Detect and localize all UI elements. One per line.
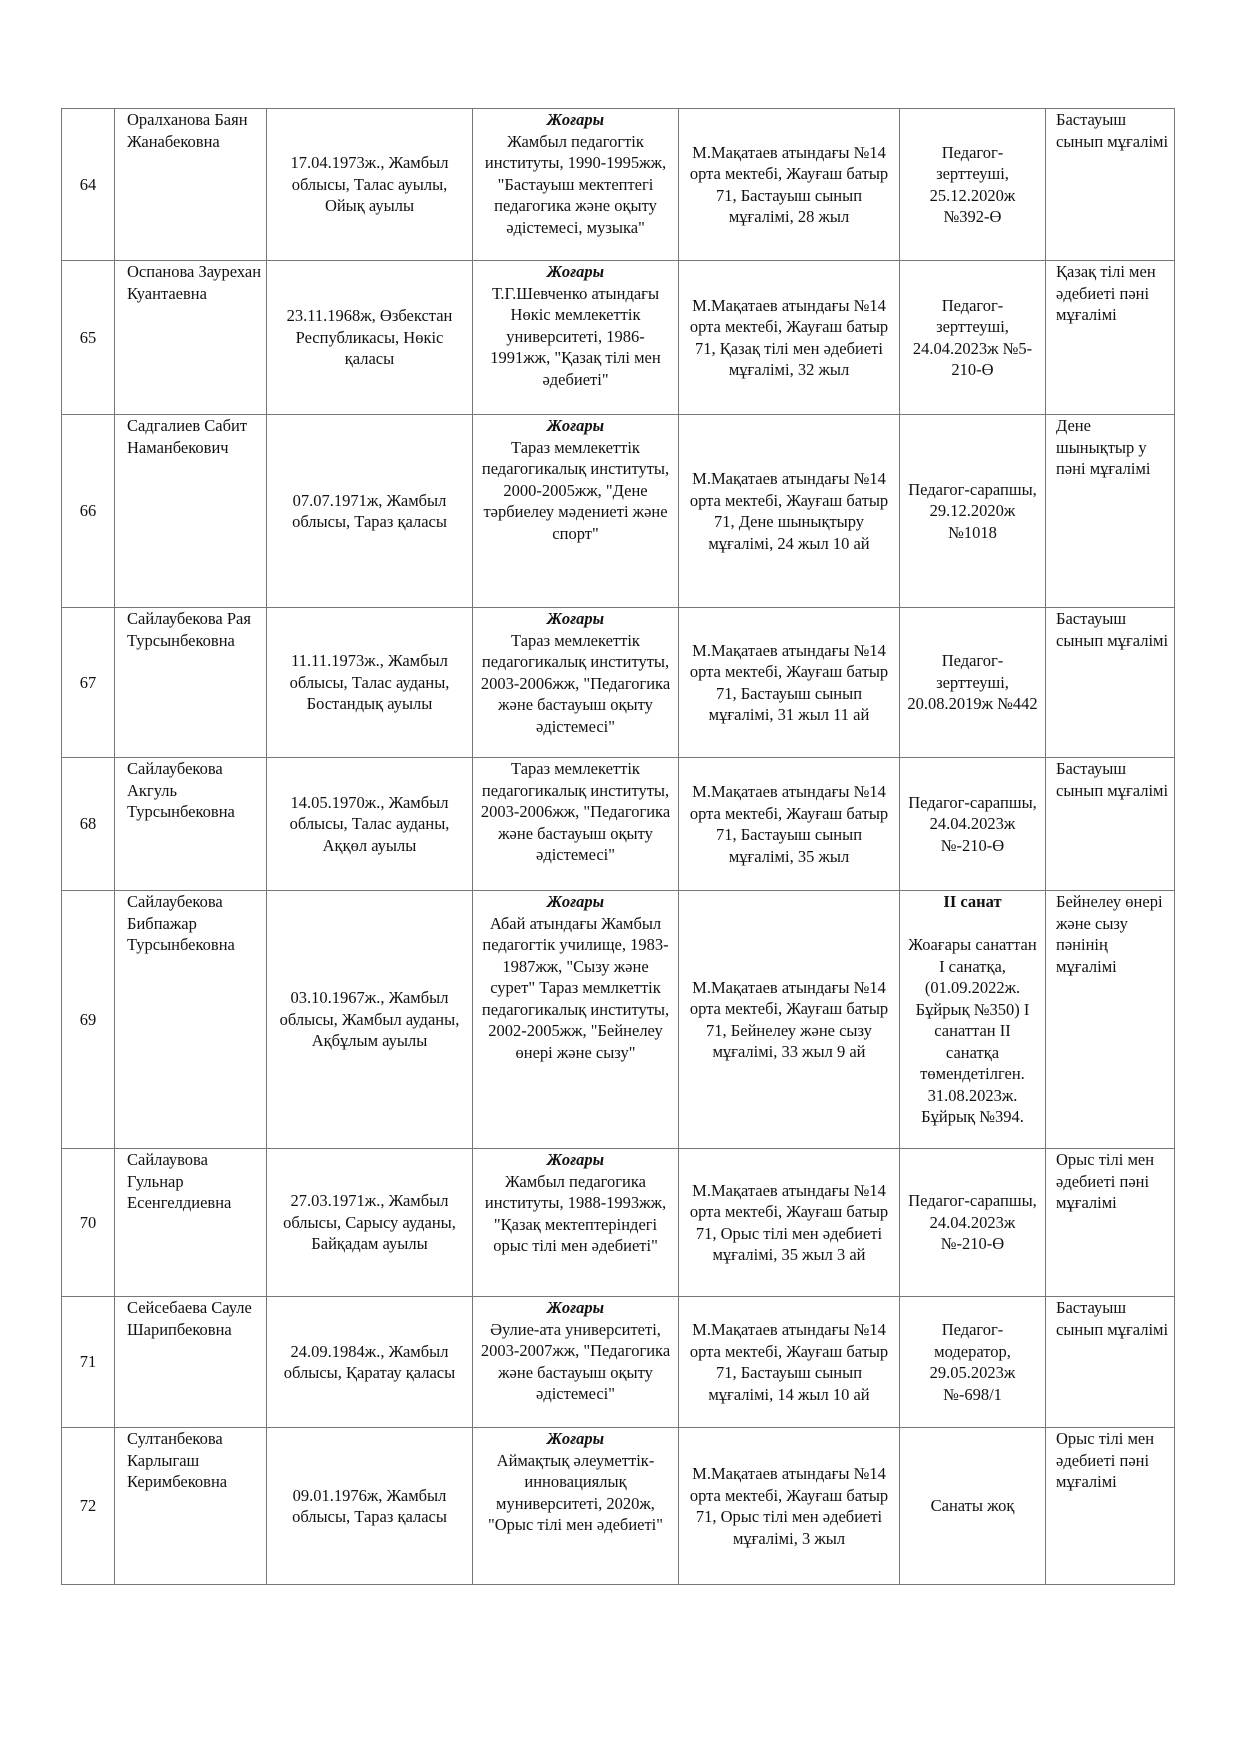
subject-cell	[1046, 109, 1175, 261]
teacher-name: Сайлаубекова Бибпажар Турсынбековна	[127, 892, 235, 954]
table-row	[62, 1297, 1175, 1428]
subject-info: Бастауыш сынып мұғалімі	[1056, 609, 1169, 650]
row-number: 71	[79, 1352, 97, 1372]
table-row	[62, 1149, 1175, 1297]
birth-info-cell	[267, 1428, 473, 1585]
subject-info: Орыс тілі мен әдебиеті пәні мұғалімі	[1056, 1429, 1155, 1491]
category-cell	[900, 109, 1046, 261]
birth-info: 27.03.1971ж., Жамбыл облысы, Сарысу ауданы, Байқадам ауылы	[283, 1191, 456, 1254]
work-info: М.Мақатаев атындағы №14 орта мектебі, Жауғаш батыр 71, Орыс тілі мен әдебиеті мұғалімі, 3 жыл	[689, 1464, 889, 1548]
row-number-cell	[62, 261, 115, 415]
category-cell	[900, 1297, 1046, 1428]
subject-info: Бастауыш сынып мұғалімі	[1056, 110, 1169, 151]
work-info-cell	[679, 1297, 900, 1428]
table-row	[62, 415, 1175, 608]
birth-info: 11.11.1973ж., Жамбыл облысы, Талас ауданы, Бостандық ауылы	[289, 651, 450, 714]
subject-cell	[1046, 608, 1175, 758]
category-info: Жоағары санаттан І санатқа, (01.09.2022ж. Бұйрық №350) І санаттан ІІ санатқа төмендетілген. 31.08.2023ж. Бұйрық №394.	[908, 935, 1037, 1126]
subject-info: Орыс тілі мен әдебиеті пәні мұғалімі	[1056, 1150, 1155, 1212]
education-details: Абай атындағы Жамбыл педагогтік училище, 1983-1987жж, "Сызу және сурет" Тараз мемлкеттік педагогикалық институты, 2002-2005жж, "Бейнелеу өнері және сызу"	[481, 913, 670, 1062]
work-info: М.Мақатаев атындағы №14 орта мектебі, Жауғаш батыр 71, Бастауыш сынып мұғалімі, 28 жыл	[689, 142, 889, 226]
row-number-cell	[62, 1149, 115, 1297]
education-details: Т.Г.Шевченко атындағы Нөкіс мемлекеттік университеті, 1986-1991жж, "Қазақ тілі мен әдебиеті"	[490, 283, 661, 389]
subject-cell	[1046, 1428, 1175, 1585]
category-info: Педагог-сарапшы, 24.04.2023ж №-210-Ө	[908, 792, 1037, 855]
subject-info: Бастауыш сынып мұғалімі	[1056, 1298, 1169, 1339]
birth-info-cell	[267, 758, 473, 891]
birth-info-cell	[267, 109, 473, 261]
teacher-name: Сейсебаева Сауле Шарипбековна	[127, 1298, 252, 1339]
subject-cell	[1046, 758, 1175, 891]
category-cell	[900, 1149, 1046, 1297]
row-number: 69	[79, 1009, 97, 1029]
education-details: Аймақтық әлеуметтік-инновациялық муниверситеті, 2020ж, "Орыс тілі мен әдебиеті"	[487, 1450, 663, 1534]
work-info-cell	[679, 109, 900, 261]
work-info-cell	[679, 415, 900, 608]
birth-info: 09.01.1976ж, Жамбыл облысы, Тараз қаласы	[292, 1485, 447, 1526]
birth-info-cell	[267, 261, 473, 415]
table-row	[62, 891, 1175, 1149]
work-info: М.Мақатаев атындағы №14 орта мектебі, Жауғаш батыр 71, Бастауыш сынып мұғалімі, 35 жыл	[689, 782, 889, 866]
work-info-cell	[679, 261, 900, 415]
work-info-cell	[679, 608, 900, 758]
teacher-name: Оспанова Заурехан Куантаевна	[127, 262, 262, 303]
education-details: Тараз мемлекеттік педагогикалық институты, 2003-2006жж, "Педагогика және бастауыш оқыту әдістемесі"	[480, 630, 671, 736]
category-cell	[900, 608, 1046, 758]
teacher-name: Сайлаубекова Акгуль Турсынбековна	[127, 759, 235, 821]
education-details: Жамбыл педагогика институты, 1988-1993жж, "Қазақ мектептеріндегі орыс тілі мен әдебиеті"	[484, 1171, 667, 1255]
category-title: II санат	[943, 892, 1002, 911]
work-info: М.Мақатаев атындағы №14 орта мектебі, Жауғаш батыр 71, Бейнелеу және сызу мұғалімі, 33 жыл 9 ай	[689, 977, 889, 1061]
education-cell	[473, 415, 679, 608]
table-row	[62, 109, 1175, 261]
education-details: Әулие-ата университеті, 2003-2007жж, "Педагогика және бастауыш оқыту әдістемесі"	[480, 1319, 671, 1403]
birth-info: 07.07.1971ж, Жамбыл облысы, Тараз қаласы	[292, 490, 447, 531]
birth-info: 17.04.1973ж., Жамбыл облысы, Талас ауылы, Ойық ауылы	[290, 153, 449, 216]
education-degree: Жоғары	[546, 262, 605, 281]
work-info: М.Мақатаев атындағы №14 орта мектебі, Жауғаш батыр 71, Орыс тілі мен әдебиеті мұғалімі, 35 жыл 3 ай	[689, 1180, 889, 1264]
row-number: 72	[79, 1496, 97, 1516]
work-info-cell	[679, 891, 900, 1149]
subject-info: Бастауыш сынып мұғалімі	[1056, 759, 1169, 800]
education-details: Тараз мемлекеттік педагогикалық институты, 2003-2006жж, "Педагогика және бастауыш оқыту әдістемесі"	[480, 759, 671, 864]
row-number-cell	[62, 109, 115, 261]
table-row	[62, 1428, 1175, 1585]
education-degree: Жоғары	[546, 609, 605, 628]
table-row	[62, 608, 1175, 758]
work-info-cell	[679, 758, 900, 891]
table-body	[62, 109, 1175, 1585]
education-cell	[473, 1428, 679, 1585]
category-info: Педагог-зерттеуші, 24.04.2023ж №5-210-Ө	[912, 295, 1033, 379]
staff-table	[61, 108, 1175, 1585]
row-number: 67	[79, 672, 97, 692]
category-cell	[900, 891, 1046, 1149]
birth-info-cell	[267, 1149, 473, 1297]
education-degree: Жоғары	[546, 416, 605, 435]
subject-cell	[1046, 891, 1175, 1149]
education-degree: Жоғары	[546, 110, 605, 129]
work-info: М.Мақатаев атындағы №14 орта мектебі, Жауғаш батыр 71, Бастауыш сынып мұғалімі, 31 жыл 11 ай	[689, 640, 889, 724]
education-cell	[473, 891, 679, 1149]
teacher-name-cell	[115, 1428, 267, 1585]
birth-info: 23.11.1968ж, Өзбекстан Республикасы, Нөкіс қаласы	[286, 306, 453, 369]
category-cell	[900, 1428, 1046, 1585]
teacher-name-cell	[115, 415, 267, 608]
row-number: 66	[79, 501, 97, 521]
work-info: М.Мақатаев атындағы №14 орта мектебі, Жауғаш батыр 71, Дене шынықтыру мұғалімі, 24 жыл 10 ай	[689, 469, 889, 553]
birth-info-cell	[267, 608, 473, 758]
teacher-name: Оралханова Баян Жанабековна	[127, 110, 248, 151]
education-cell	[473, 608, 679, 758]
teacher-name-cell	[115, 608, 267, 758]
row-number-cell	[62, 415, 115, 608]
subject-info: Бейнелеу өнері және сызу пәнінің мұғалімі	[1056, 892, 1163, 976]
education-degree: Жоғары	[546, 1298, 605, 1317]
education-cell	[473, 758, 679, 891]
teacher-name-cell	[115, 891, 267, 1149]
work-info-cell	[679, 1149, 900, 1297]
category-info: Педагог-зерттеуші, 20.08.2019ж №442	[907, 651, 1038, 714]
education-details: Тараз мемлекеттік педагогикалық институты, 2000-2005жж, "Дене тәрбиелеу мәдениеті және спорт"	[481, 437, 670, 543]
row-number-cell	[62, 608, 115, 758]
row-number: 64	[79, 174, 97, 194]
teacher-name-cell	[115, 1297, 267, 1428]
teacher-name-cell	[115, 109, 267, 261]
teacher-name: Садгалиев Сабит Наманбекович	[127, 416, 248, 457]
row-number-cell	[62, 758, 115, 891]
category-info: Педагог-модератор, 29.05.2023ж №-698/1	[929, 1320, 1016, 1404]
subject-info: Дене шынықтыр у пәні мұғалімі	[1056, 416, 1151, 478]
birth-info: 24.09.1984ж., Жамбыл облысы, Қаратау қаласы	[283, 1341, 456, 1382]
category-info: Педагог-сарапшы, 24.04.2023ж №-210-Ө	[908, 1191, 1037, 1254]
category-cell	[900, 415, 1046, 608]
subject-cell	[1046, 415, 1175, 608]
category-info: Педагог-сарапшы, 29.12.2020ж №1018	[908, 479, 1037, 542]
work-info-cell	[679, 1428, 900, 1585]
subject-info: Қазақ тілі мен әдебиеті пәні мұғалімі	[1056, 262, 1156, 324]
teacher-name-cell	[115, 261, 267, 415]
subject-cell	[1046, 1297, 1175, 1428]
row-number-cell	[62, 891, 115, 1149]
category-cell	[900, 758, 1046, 891]
education-degree: Жоғары	[546, 1150, 605, 1169]
row-number-cell	[62, 1297, 115, 1428]
teacher-name-cell	[115, 1149, 267, 1297]
birth-info-cell	[267, 415, 473, 608]
work-info: М.Мақатаев атындағы №14 орта мектебі, Жауғаш батыр 71, Бастауыш сынып мұғалімі, 14 жыл 10 ай	[689, 1320, 889, 1404]
subject-cell	[1046, 261, 1175, 415]
category-info: Педагог-зерттеуші, 25.12.2020ж №392-Ө	[929, 142, 1016, 226]
row-number: 68	[79, 814, 97, 834]
row-number: 70	[79, 1212, 97, 1232]
category-spacer	[906, 913, 1039, 935]
teacher-name: Сайлаувова Гульнар Есенгелдиевна	[127, 1150, 232, 1212]
education-cell	[473, 1297, 679, 1428]
education-cell	[473, 1149, 679, 1297]
birth-info-cell	[267, 1297, 473, 1428]
subject-cell	[1046, 1149, 1175, 1297]
table-row	[62, 261, 1175, 415]
education-cell	[473, 261, 679, 415]
birth-info: 14.05.1970ж., Жамбыл облысы, Талас ауданы, Аққөл ауылы	[289, 792, 450, 855]
table-row	[62, 758, 1175, 891]
education-details: Жамбыл педагогтік институты, 1990-1995жж, "Бастауыш мектептегі педагогика және оқыту әдістемесі, музыка"	[484, 131, 667, 237]
education-cell	[473, 109, 679, 261]
row-number-cell	[62, 1428, 115, 1585]
teacher-name-cell	[115, 758, 267, 891]
education-degree: Жоғары	[546, 1429, 605, 1448]
category-cell	[900, 261, 1046, 415]
category-info: Санаты жоқ	[930, 1496, 1015, 1516]
teacher-name: Султанбекова Карлыгаш Керимбековна	[127, 1429, 228, 1491]
row-number: 65	[79, 327, 97, 347]
birth-info-cell	[267, 891, 473, 1149]
teacher-name: Сайлаубекова Рая Турсынбековна	[127, 609, 251, 650]
work-info: М.Мақатаев атындағы №14 орта мектебі, Жауғаш батыр 71, Қазақ тілі мен әдебиеті мұғалімі, 32 жыл	[689, 295, 889, 379]
education-degree: Жоғары	[546, 892, 605, 911]
birth-info: 03.10.1967ж., Жамбыл облысы, Жамбыл ауданы, Ақбұлым ауылы	[279, 988, 460, 1051]
